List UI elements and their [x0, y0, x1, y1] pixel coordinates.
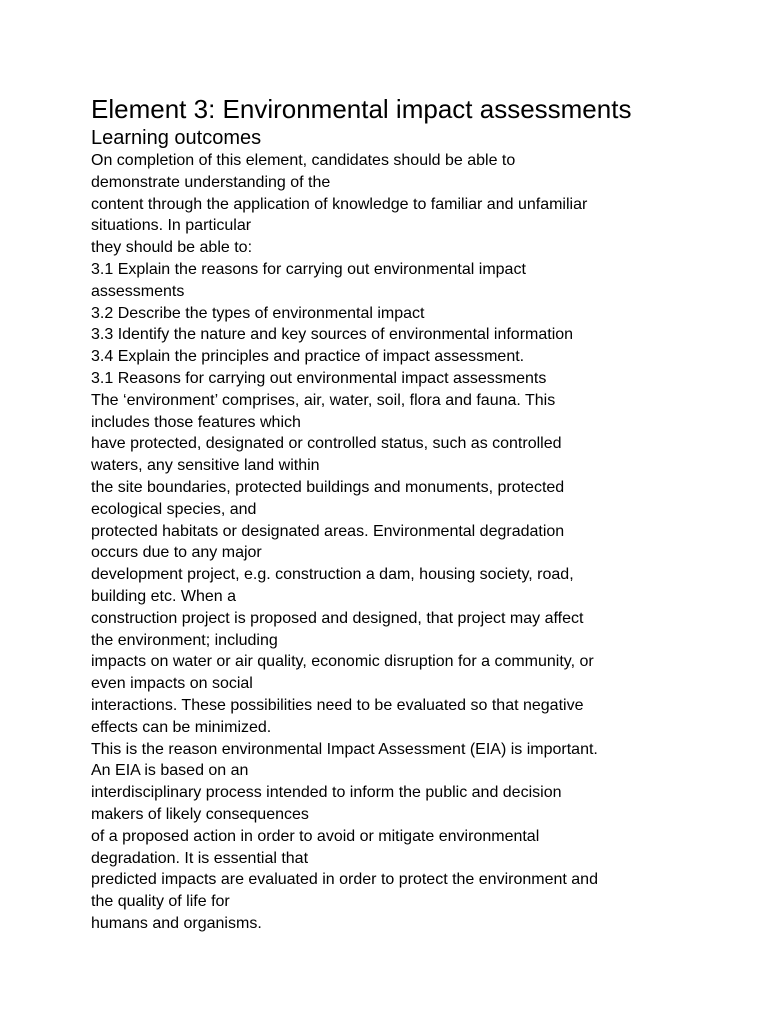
text-line: situations. In particular: [91, 217, 252, 235]
text-line: waters, any sensitive land within: [91, 457, 320, 475]
text-line: of a proposed action in order to avoid or mitigate environmental: [91, 827, 540, 845]
document-body: [91, 150, 751, 935]
text-line: 3.4 Explain the principles and practice of impact assessment.: [91, 348, 525, 366]
text-line: 3.3 Identify the nature and key sources of environmental information: [91, 326, 574, 344]
text-line: construction project is proposed and designed, that project may affect: [91, 609, 584, 627]
text-line: the quality of life for: [91, 893, 230, 911]
text-line: ecological species, and: [91, 500, 257, 518]
text-line: This is the reason environmental Impact Assessment (EIA) is important.: [91, 740, 598, 758]
section-heading-learning-outcomes: Learning outcomes: [91, 127, 262, 149]
text-line: 3.2 Describe the types of environmental impact: [91, 304, 425, 322]
document-page: [91, 93, 751, 935]
text-line: demonstrate understanding of the: [91, 173, 331, 191]
text-line: the site boundaries, protected buildings and monuments, protected: [91, 478, 565, 496]
text-line: effects can be minimized.: [91, 718, 272, 736]
text-line: interdisciplinary process intended to inform the public and decision: [91, 784, 562, 802]
text-line: On completion of this element, candidates should be able to: [91, 152, 516, 169]
text-line: they should be able to:: [91, 239, 253, 257]
text-line: 3.1 Reasons for carrying out environmental impact assessments: [91, 369, 547, 387]
text-line: 3.1 Explain the reasons for carrying out environmental impact: [91, 260, 526, 278]
text-line: An EIA is based on an: [91, 762, 249, 780]
text-line: content through the application of knowledge to familiar and unfamiliar: [91, 195, 588, 213]
text-line: humans and organisms.: [91, 914, 262, 932]
text-line: have protected, designated or controlled status, such as controlled: [91, 435, 562, 453]
text-line: degradation. It is essential that: [91, 849, 309, 867]
document-title: Element 3: Environmental impact assessments: [91, 94, 632, 124]
text-line: occurs due to any major: [91, 544, 262, 562]
text-line: impacts on water or air quality, economic disruption for a community, or: [91, 653, 594, 671]
text-line: makers of likely consequences: [91, 805, 309, 823]
text-line: The ‘environment’ comprises, air, water, soil, flora and fauna. This: [91, 391, 556, 409]
text-line: the environment; including: [91, 631, 278, 649]
text-line: building etc. When a: [91, 587, 236, 605]
text-line: assessments: [91, 282, 185, 300]
text-line: predicted impacts are evaluated in order to protect the environment and: [91, 871, 598, 889]
text-line: protected habitats or designated areas. Environmental degradation: [91, 522, 565, 540]
text-line: interactions. These possibilities need to be evaluated so that negative: [91, 696, 584, 714]
text-line: development project, e.g. construction a dam, housing society, road,: [91, 566, 574, 584]
text-line: even impacts on social: [91, 675, 253, 693]
text-line: includes those features which: [91, 413, 301, 431]
